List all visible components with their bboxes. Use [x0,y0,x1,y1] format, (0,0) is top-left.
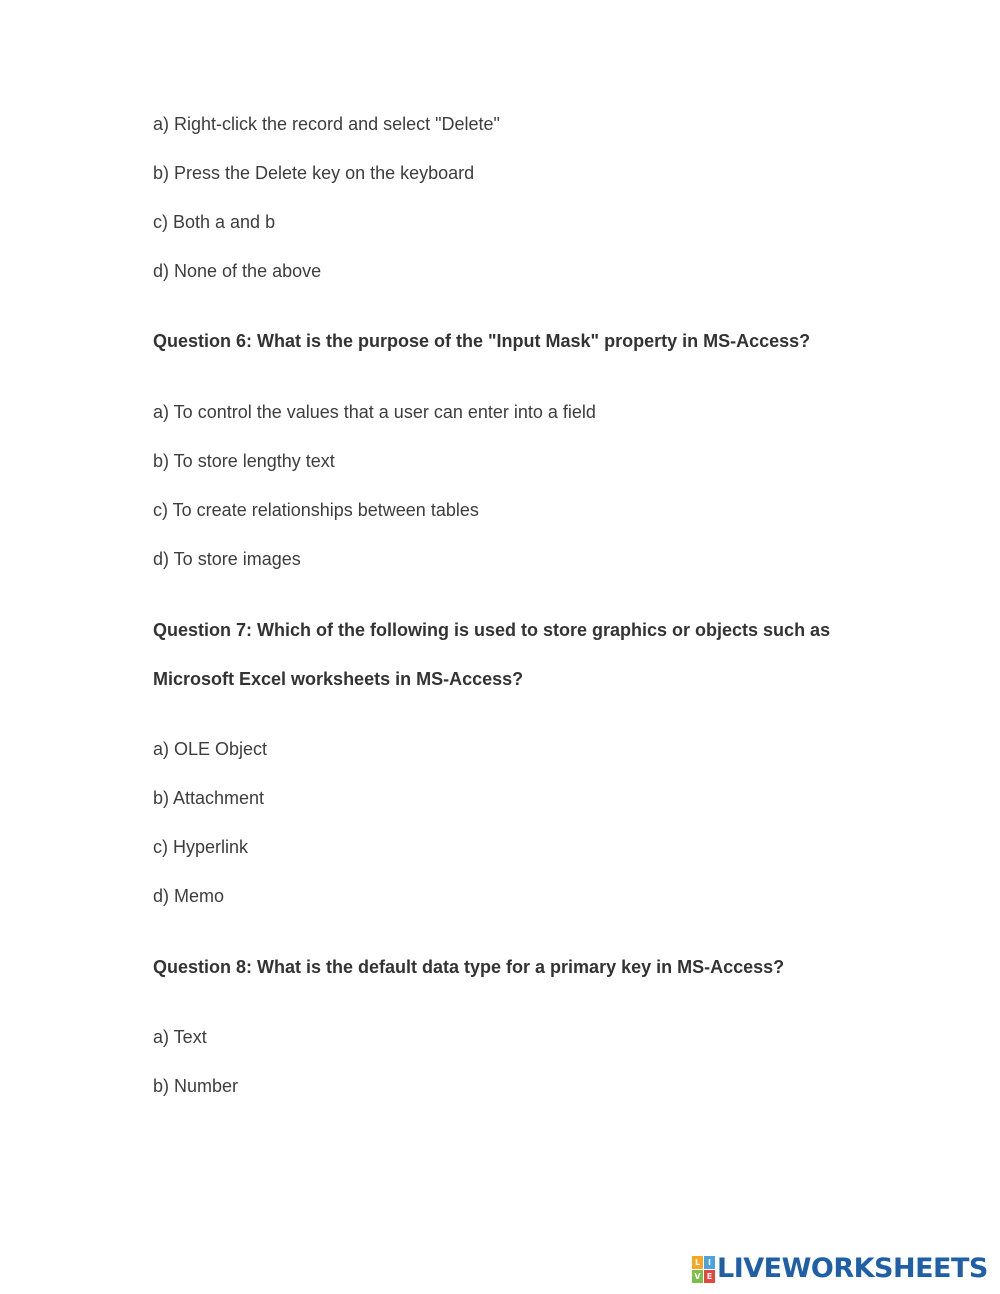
q5-option-b: b) Press the Delete key on the keyboard [153,163,475,183]
logo-mark-letter-v: V [692,1270,703,1283]
question-6-title: Question 6: What is the purpose of the "Input Mask" property in MS-Access? [153,331,811,351]
q5-option-a: a) Right-click the record and select "Delete" [153,114,500,134]
liveworksheets-logo-icon [692,1256,714,1282]
q7-option-a: a) OLE Object [153,739,268,759]
q6-option-b: b) To store lengthy text [153,451,335,471]
question-8-title: Question 8: What is the default data type for a primary key in MS-Access? [153,957,785,977]
q7-option-b: b) Attachment [153,788,265,808]
q5-option-d: d) None of the above [153,261,322,281]
q5-option-c: c) Both a and b [153,212,276,232]
q8-option-b: b) Number [153,1076,239,1096]
q6-option-c: c) To create relationships between tables [153,500,479,520]
q6-option-d: d) To store images [153,549,301,569]
liveworksheets-logo-text: LIVEWORKSHEETS [717,1253,988,1284]
question-7-title-line1: Question 7: Which of the following is used to store graphics or objects such as [153,620,831,640]
liveworksheets-logo[interactable] [692,1253,988,1285]
question-7-title-line2: Microsoft Excel worksheets in MS-Access? [153,669,524,689]
q7-option-d: d) Memo [153,886,225,906]
logo-mark-letter-i: I [704,1256,715,1269]
q8-option-a: a) Text [153,1027,207,1047]
q6-option-a: a) To control the values that a user can enter into a field [153,402,596,422]
logo-mark-letter-e: E [704,1270,715,1283]
logo-mark-letter-l: L [692,1256,703,1269]
q7-option-c: c) Hyperlink [153,837,249,857]
